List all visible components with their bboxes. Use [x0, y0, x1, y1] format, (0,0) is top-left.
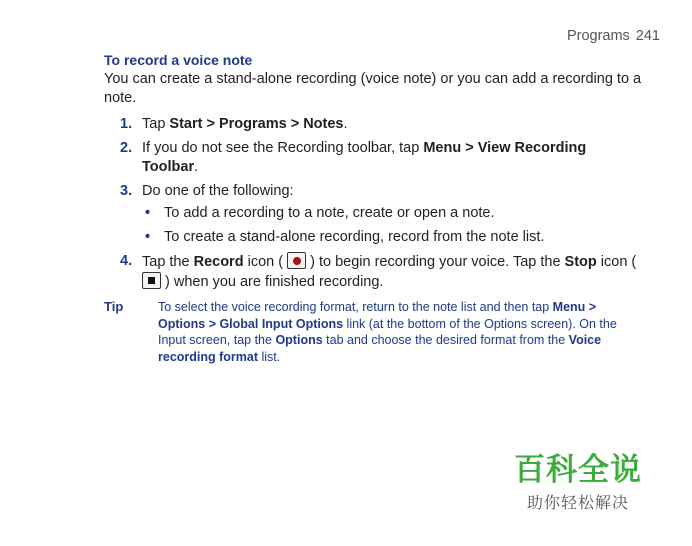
step-text: .	[343, 116, 348, 132]
step-3	[104, 182, 644, 247]
bullet-icon: •	[145, 229, 151, 245]
step-bold: Record	[193, 254, 244, 270]
step-bold: Menu > View Recording Toolbar	[142, 140, 587, 175]
bullet-item	[142, 204, 644, 223]
bullet-text: To add a recording to a note, create or open a note.	[164, 205, 495, 221]
header-section: Programs	[566, 28, 630, 44]
step-text: icon (	[243, 254, 288, 270]
bullet-icon: •	[145, 205, 151, 221]
tip-text-part: tab and choose the desired format from the	[322, 333, 569, 347]
main-content	[104, 52, 644, 297]
step-text: Tap	[142, 116, 170, 132]
tip-box	[104, 299, 624, 365]
step-text: ) to begin recording your voice. Tap the	[306, 254, 565, 270]
step-2	[104, 139, 644, 177]
step-number: 2.	[120, 140, 133, 156]
step-text: If you do not see the Recording toolbar, tap	[142, 140, 424, 156]
watermark-title: 百科全说	[514, 452, 642, 488]
step-text: Tap the	[142, 254, 194, 270]
page-header	[567, 28, 660, 44]
step-text: Do one of the following:	[142, 183, 294, 199]
watermark-logo	[514, 452, 642, 513]
tip-label: Tip	[104, 299, 124, 314]
step-4	[104, 252, 644, 292]
tip-bold: Menu > Options > Global Input Options	[158, 300, 597, 331]
intro-paragraph: You can create a stand-alone recording (voice note) or you can add a recording to a note.	[104, 71, 642, 106]
stop-icon	[142, 272, 161, 289]
steps-list	[104, 115, 644, 292]
step-text: icon (	[596, 254, 637, 270]
step-bold: Stop	[564, 254, 597, 270]
record-icon	[287, 252, 306, 269]
watermark-subtitle: 助你轻松解决	[526, 493, 629, 512]
tip-text	[158, 299, 624, 365]
step-number: 1.	[120, 116, 133, 132]
step-text: ) when you are finished recording.	[161, 274, 384, 290]
tip-text-part: link (at the bottom of the Options screen). On the Input screen, tap the	[158, 316, 617, 347]
step-number: 3.	[120, 183, 133, 199]
tip-text-part: list.	[258, 349, 281, 364]
tip-bold: Options	[275, 333, 323, 347]
step-1	[104, 115, 644, 134]
section-title: To record a voice note	[104, 52, 253, 68]
page-number: 241	[635, 28, 660, 44]
step-number: 4.	[120, 253, 133, 269]
step-text: .	[194, 159, 199, 175]
tip-text-part: To select the voice recording format, return to the note list and then tap	[158, 300, 553, 314]
bullet-text: To create a stand-alone recording, record from the note list.	[164, 229, 545, 245]
tip-bold: Voice recording format	[158, 333, 602, 364]
bullet-item	[142, 228, 644, 247]
sub-bullet-list	[142, 204, 644, 247]
step-bold: Start > Programs > Notes	[169, 116, 344, 132]
